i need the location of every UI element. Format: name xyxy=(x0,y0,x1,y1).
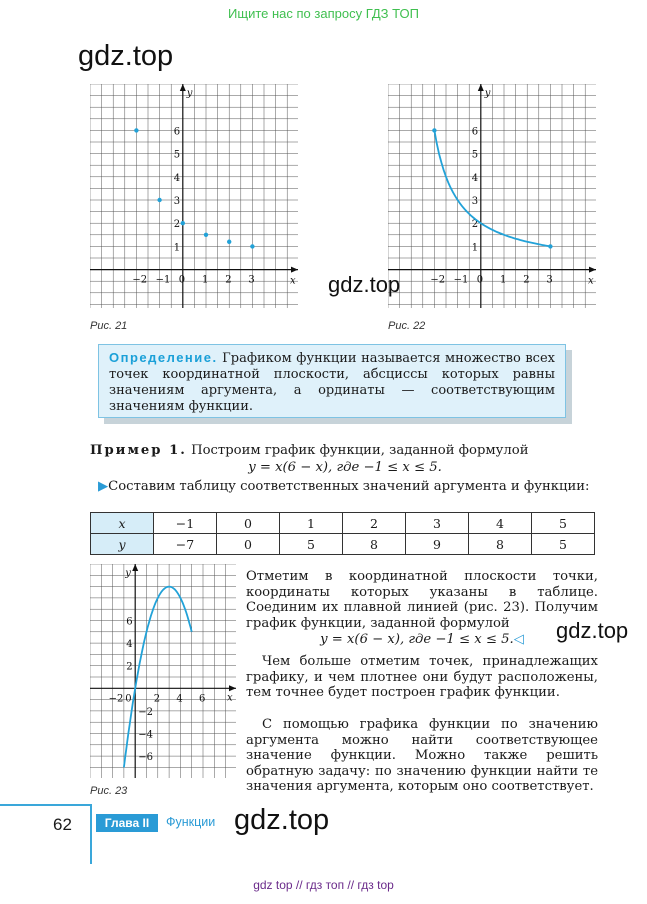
figure-23-grid xyxy=(90,564,236,778)
y-tick-label: 4 xyxy=(173,172,181,184)
figure-23-graph xyxy=(90,564,236,780)
definition-term: Определение. xyxy=(109,350,218,365)
figure-22-graph xyxy=(388,84,600,310)
y-tick-label: 3 xyxy=(471,196,479,207)
y-tick-label: 2 xyxy=(471,219,479,231)
figure-22-grid xyxy=(388,84,596,308)
table-cell: 8 xyxy=(343,534,406,555)
figure-23-caption: Рис. 23 xyxy=(90,785,128,797)
data-point xyxy=(157,198,161,202)
y-tick-label: −4 xyxy=(138,729,153,741)
footer-links[interactable]: gdz top // гдз топ // гдз top xyxy=(253,878,394,892)
watermark-middle: gdz.top xyxy=(328,272,401,297)
paragraph-2: Чем больше отметим точек, принадлежащих графику, и чем плотнее они будут расположены, тем точнее будет построен график функции. xyxy=(246,654,598,701)
y-axis-arrow xyxy=(180,84,186,91)
y-axis-label: y xyxy=(186,88,193,99)
chapter-badge: Глава II xyxy=(96,814,158,832)
page-number: 62 xyxy=(53,815,72,834)
table-cell: 8 xyxy=(469,534,532,555)
x-axis-label: x xyxy=(227,692,233,704)
y-axis-label: y xyxy=(125,568,131,579)
paragraph-1: Отметим в координатной плоскости точки, координаты которых указаны в таблице. Соединим их плавной линией (рис. 23). Получим график функции, заданной формулой xyxy=(246,569,598,631)
chapter-name: Функции xyxy=(166,815,216,829)
y-tick-label: 1 xyxy=(173,242,181,254)
table-cell: 1 xyxy=(280,513,343,534)
definition-box xyxy=(98,344,566,418)
x-tick-label: 6 xyxy=(199,693,206,705)
page-footer-divider xyxy=(90,804,92,864)
x-axis-arrow xyxy=(589,267,596,273)
watermark-bottom: gdz.top xyxy=(234,804,330,836)
table-row-x xyxy=(91,513,595,534)
body-formula-text: y = x(6 − x), где −1 ≤ x ≤ 5. xyxy=(320,632,514,647)
y-axis-arrow xyxy=(478,84,484,91)
x-tick-label: 4 xyxy=(176,693,183,705)
data-point xyxy=(204,233,208,237)
table-cell: 3 xyxy=(406,513,469,534)
table-cell: 4 xyxy=(469,513,532,534)
table-cell: 9 xyxy=(406,534,469,555)
x-tick-label: 3 xyxy=(248,274,255,286)
origin-label: 0 xyxy=(125,693,132,705)
example-label: Пример 1. xyxy=(90,443,187,458)
body-formula xyxy=(246,632,598,648)
x-tick-label: −1 xyxy=(453,274,469,286)
x-axis-arrow xyxy=(291,267,298,273)
table-header-x: x xyxy=(91,513,154,534)
definition-text: Графиком функции называется множество всех точек координатной плоскости, абсциссы которых равны значениям аргумента, а ординаты — соответствующим значениям функции. xyxy=(109,351,555,414)
data-point xyxy=(134,128,138,132)
x-tick-label: −2 xyxy=(430,274,446,286)
table-cell: −1 xyxy=(154,513,217,534)
table-cell: 0 xyxy=(217,534,280,555)
play-marker-icon: ▶ xyxy=(98,479,109,494)
curve-endpoint xyxy=(548,244,552,248)
y-axis-arrow xyxy=(132,564,138,571)
x-tick-label: 2 xyxy=(153,693,161,705)
y-tick-label: 5 xyxy=(173,149,181,161)
watermark-right: gdz.top xyxy=(556,618,629,643)
y-tick-label: 6 xyxy=(471,126,479,138)
example-text: Построим график функции, заданной формулой xyxy=(186,443,529,458)
x-tick-label: 1 xyxy=(202,274,209,286)
figure-21-graph xyxy=(90,84,300,310)
table-header-y: y xyxy=(91,534,154,555)
x-axis-label: x xyxy=(290,275,296,287)
paragraph-3: С помощью графика функции по значению аргумента можно найти соответствующее значение функции. Можно также решить обратную задачу: по значению функции найти те значения аргумента, которым оно соответствует. xyxy=(246,717,598,795)
table-cell: 0 xyxy=(217,513,280,534)
curve-endpoint xyxy=(432,128,436,132)
table-cell: 2 xyxy=(343,513,406,534)
x-axis-label: x xyxy=(588,275,594,287)
y-tick-label: 3 xyxy=(173,196,181,207)
x-tick-label: 3 xyxy=(546,274,553,286)
figure-21-caption: Рис. 21 xyxy=(90,320,128,332)
x-tick-label: 1 xyxy=(500,274,507,286)
end-marker-icon: ◁ xyxy=(513,632,524,647)
table-cell: 5 xyxy=(532,513,595,534)
x-tick-label: 0 xyxy=(476,274,484,286)
x-tick-label: −1 xyxy=(155,274,171,286)
y-tick-label: 5 xyxy=(471,149,479,161)
table-cell: 5 xyxy=(532,534,595,555)
y-tick-label: 1 xyxy=(471,242,479,254)
table-row-y xyxy=(91,534,595,555)
data-point xyxy=(181,221,185,225)
watermark-top-left: gdz.top xyxy=(78,40,174,72)
x-axis-arrow xyxy=(229,685,236,691)
y-tick-label: 6 xyxy=(126,616,133,628)
values-table xyxy=(90,512,595,555)
top-banner[interactable]: Ищите нас по запросу ГДЗ ТОП xyxy=(228,6,419,21)
y-tick-label: −2 xyxy=(138,706,153,718)
table-cell: 5 xyxy=(280,534,343,555)
example-heading xyxy=(90,443,600,459)
x-tick-label: −2 xyxy=(108,693,124,705)
figure-22-caption: Рис. 22 xyxy=(388,320,426,332)
data-point xyxy=(227,240,231,244)
data-point xyxy=(250,244,254,248)
example-formula: y = x(6 − x), где −1 ≤ x ≤ 5. xyxy=(248,460,442,475)
y-tick-label: −6 xyxy=(138,752,153,764)
figure-21-grid xyxy=(90,84,298,308)
y-tick-label: 2 xyxy=(126,661,133,673)
y-tick-label: 4 xyxy=(126,639,133,651)
x-tick-label: −2 xyxy=(132,274,148,286)
table-intro xyxy=(98,479,598,495)
x-tick-label: 2 xyxy=(523,274,530,286)
table-cell: −7 xyxy=(154,534,217,555)
page-footer-line xyxy=(0,804,90,806)
x-tick-label: 0 xyxy=(178,274,186,286)
y-tick-label: 2 xyxy=(173,219,181,231)
y-tick-label: 6 xyxy=(173,126,181,138)
x-tick-label: 2 xyxy=(225,274,232,286)
table-intro-text: Составим таблицу соответственных значений аргумента и функции: xyxy=(108,479,590,494)
y-axis-label: y xyxy=(484,88,491,99)
y-tick-label: 4 xyxy=(471,172,479,184)
